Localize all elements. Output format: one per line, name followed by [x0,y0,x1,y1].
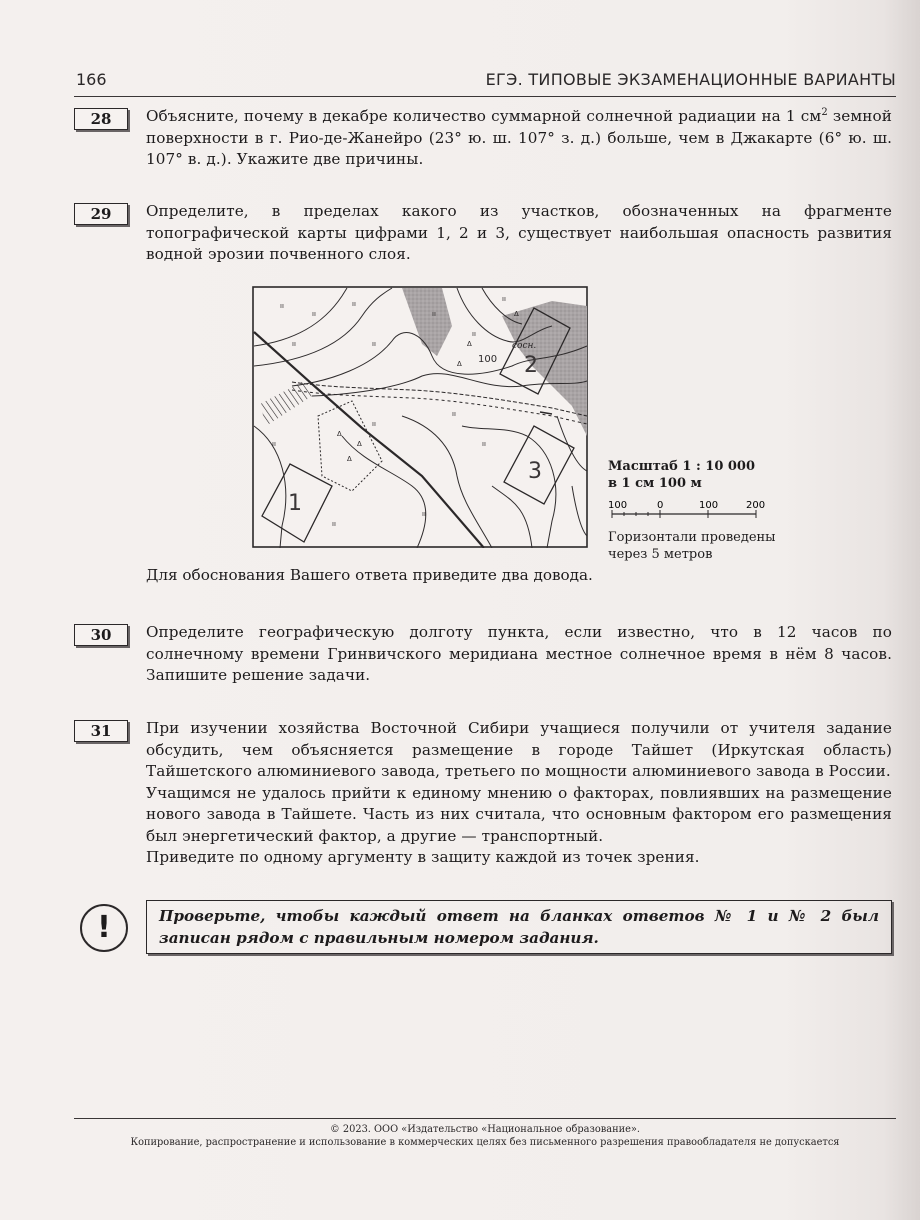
warning-text: Проверьте, чтобы каждый ответ на бланках ответов № 1 и № 2 был записан рядом с правильным номером задания. [146,900,892,954]
meadow-symbol: ıı [280,302,284,310]
task-text [146,718,892,869]
meadow-symbol: ıı [272,440,276,448]
scale-subtitle: в 1 см 100 м [608,476,702,491]
meadow-symbol: ıı [372,420,376,428]
task-text [146,106,892,171]
task-text-part: Объясните, почему в декабре количество суммарной солнечной радиации на 1 см [146,107,822,125]
task-29-argument-line: Для обоснования Вашего ответа приведите два довода. [146,566,593,584]
meadow-symbol: ıı [312,310,316,318]
task-text: Определите географическую долготу пункта, если известно, что в 12 часов по солнечному времени Гринвичского меридиана местное солнечное время в нём 8 часов. Запишите решение задачи. [146,623,892,684]
copyright-notice: Копирование, распространение и использование в коммерческих целях без письменного разрешения правообладателя не допускается [130,1137,840,1148]
contour-value-label: 100 [478,354,498,365]
meadow-symbol: ıı [452,410,456,418]
tree-symbol: ᐃ [457,360,462,368]
meadow-symbol: ıı [502,295,506,303]
contour-note: через 5 метров [608,547,713,562]
task-text-part: земной поверхности в г. Рио-де-Жанейро (23° ю. ш. 107° з. д.) больше, чем в Джакарте (6° ю. ш. 107° в. д.). Укажите две причины. [146,107,892,168]
page-number: 166 [76,70,107,89]
scale-tick: 200 [746,500,766,511]
map-drawing [252,286,588,548]
scale-title: Масштаб 1 : 10 000 [608,459,756,474]
meadow-symbol: ıı [292,340,296,348]
plot-2-label: 2 [524,353,538,378]
copyright-line: © 2023. ООО «Издательство «Национальное образование». [329,1124,641,1135]
warning-block [74,898,896,960]
task-number-badge: 30 [74,624,128,646]
meadow-symbol: ıı [432,310,436,318]
plot-1-label: 1 [288,491,302,516]
meadow-symbol: ıı [422,510,426,518]
task-paragraph: При изучении хозяйства Восточной Сибири учащиеся получили от учителя задание обсудить, чем объясняется размещение в городе Тайшет (Иркутская область) Тайшетского алюминиевого завода, третьего по мощности алюминиевого завода в России. [146,719,892,780]
meadow-symbol: ıı [332,520,336,528]
header-divider [74,96,896,97]
task-paragraph: Учащимся не удалось прийти к единому мнению о факторах, повлиявших на размещение нового завода в Тайшете. Часть из них считала, что основным фактором его размещения был энергетический фактор, а другие — транспортный. [146,783,892,845]
meadow-symbol: ıı [482,440,486,448]
task-text: Определите, в пределах какого из участков, обозначенных на фрагменте топографической карты цифрами 1, 2 и 3, существует наибольшая опасность развития водной эрозии почвенного слоя. [146,202,892,263]
scale-tick: 0 [657,500,664,511]
task-number-badge: 29 [74,203,128,225]
tree-symbol: ᐃ [337,430,342,438]
scale-tick: 100 [608,500,628,511]
page-footer [74,1118,896,1149]
map-legend [608,458,776,563]
footer-divider [74,1118,896,1119]
tree-symbol: ᐃ [467,340,472,348]
task-number-badge: 28 [74,108,128,130]
plot-3-label: 3 [528,459,542,484]
forest-type-label: сосн. [512,341,537,351]
scale-bar [608,498,768,522]
scale-tick: 100 [699,500,719,511]
superscript: 2 [821,106,828,118]
tree-symbol: ᐃ [514,310,519,318]
meadow-symbol: ıı [472,330,476,338]
task-number-badge: 31 [74,720,128,742]
task-paragraph: Приведите по одному аргументу в защиту каждой из точек зрения. [146,848,700,866]
tree-symbol: ᐃ [357,440,362,448]
contour-note: Горизонтали проведены [608,530,776,545]
book-title: ЕГЭ. ТИПОВЫЕ ЭКЗАМЕНАЦИОННЫЕ ВАРИАНТЫ [485,70,896,89]
topographic-map [252,286,588,548]
tree-symbol: ᐃ [347,455,352,463]
exclamation-icon: ! [80,904,128,952]
meadow-symbol: ıı [372,340,376,348]
meadow-symbol: ıı [352,300,356,308]
